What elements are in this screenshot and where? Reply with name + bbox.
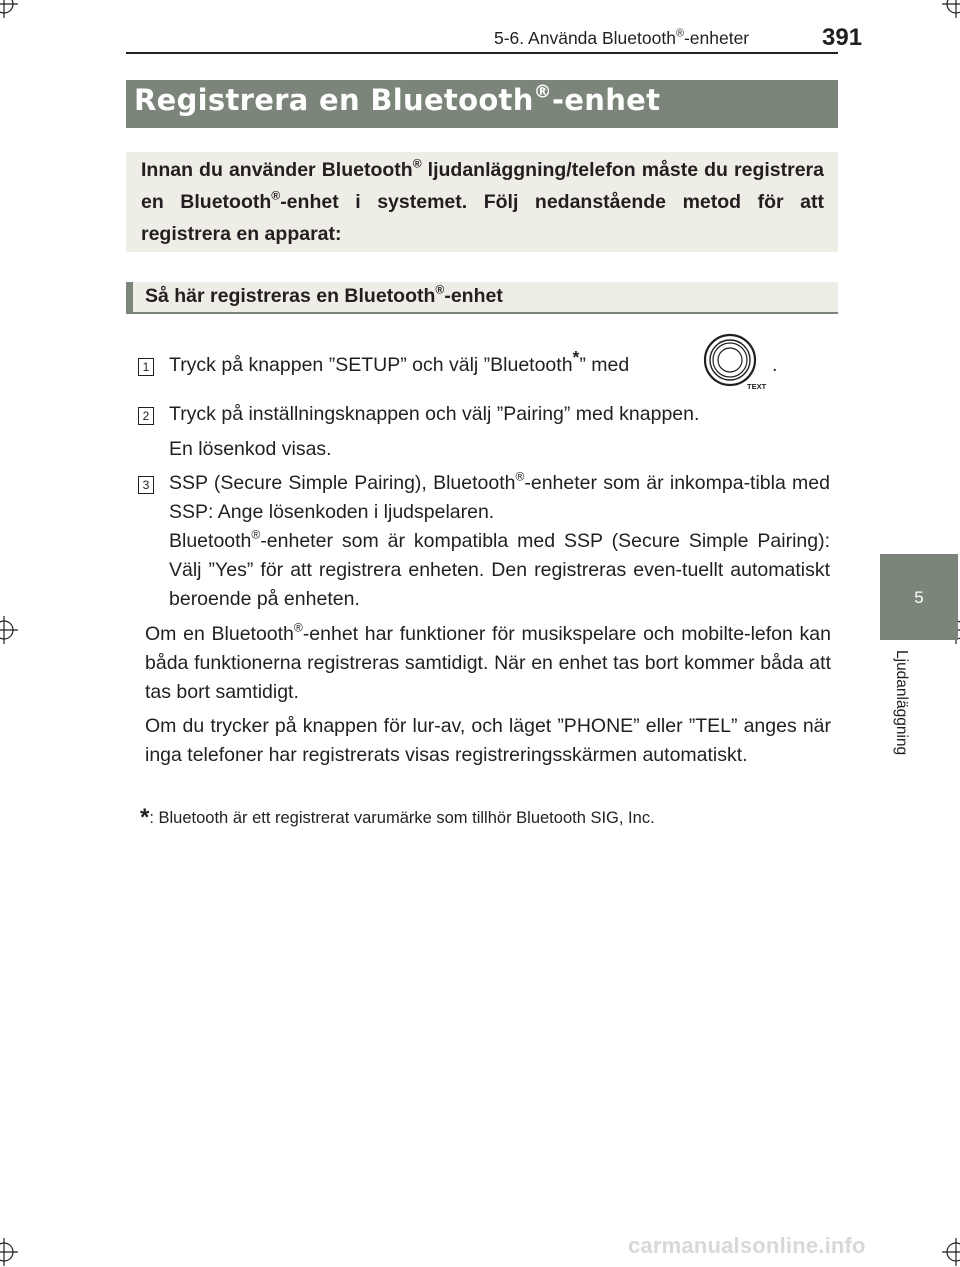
step-number-badge: 1: [138, 358, 154, 376]
svg-text:TEXT: TEXT: [747, 382, 767, 391]
step-3-paragraph: Bluetooth®-enheter som är kompatibla med SSP (Secure Simple Pairing): Välj ”Yes” för att registrera enheten. Den registreras even-tuellt automatiskt beroende på enheten.: [169, 527, 830, 610]
registration-mark-icon: [942, 1238, 960, 1266]
step-number-badge: 3: [138, 476, 154, 494]
page-number: 391: [822, 24, 863, 51]
page-title: Registrera en Bluetooth®-enhet: [126, 80, 838, 128]
step-number-badge: 2: [138, 407, 154, 425]
registration-mark-icon: [0, 616, 18, 644]
watermark: carmanualsonline.info: [628, 1233, 866, 1258]
header-rule: [126, 52, 838, 54]
section-subheading: Så här registreras en Bluetooth®-enhet: [126, 282, 838, 314]
footnote: *: Bluetooth är ett registrerat varumärke som tillhör Bluetooth SIG, Inc.: [140, 804, 655, 831]
note-paragraph: Om en Bluetooth®-enhet har funktioner för musikspelare och mobilte-lefon kan båda funktionerna registreras samtidigt. När en enhet tas bort kommer båda att tas bort samtidigt.: [145, 620, 831, 703]
note-paragraph: Om du trycker på knappen för lur-av, och läget ”PHONE” eller ”TEL” anges när inga telefoner har registrerats visas registreringsskärmen automatiskt.: [145, 715, 831, 766]
tune-dial-icon: [703, 331, 769, 391]
step-1-period: .: [772, 354, 778, 376]
registration-mark-icon: [0, 0, 18, 18]
chapter-tab-number: 5: [914, 588, 924, 607]
step-2-text: Tryck på inställningsknappen och välj ”Pairing” med knappen.: [169, 403, 700, 425]
intro-box: [126, 152, 838, 252]
footnote-marker: *: [140, 804, 150, 831]
running-header: 5-6. Använda Bluetooth®-enheter: [494, 27, 750, 48]
step-3-text: [169, 469, 830, 614]
chapter-tab-label: Ljudanläggning: [893, 650, 910, 756]
registration-mark-icon: [942, 0, 960, 18]
registration-mark-icon: [0, 1238, 18, 1266]
step-3-paragraph: SSP (Secure Simple Pairing), Bluetooth®-enheter som är inkompa-tibla med SSP: Ange lösenkoden i ljudspelaren.: [169, 469, 830, 523]
step-1-text: Tryck på knappen ”SETUP” och välj ”Bluetooth*” med: [169, 347, 630, 376]
intro-text: Innan du använder Bluetooth® ljudanläggning/telefon måste du registrera en Bluetooth®-enhet i systemet. Följ nedanstående metod för att registrera en apparat:: [141, 156, 824, 245]
step-2-note: En lösenkod visas.: [169, 438, 332, 460]
